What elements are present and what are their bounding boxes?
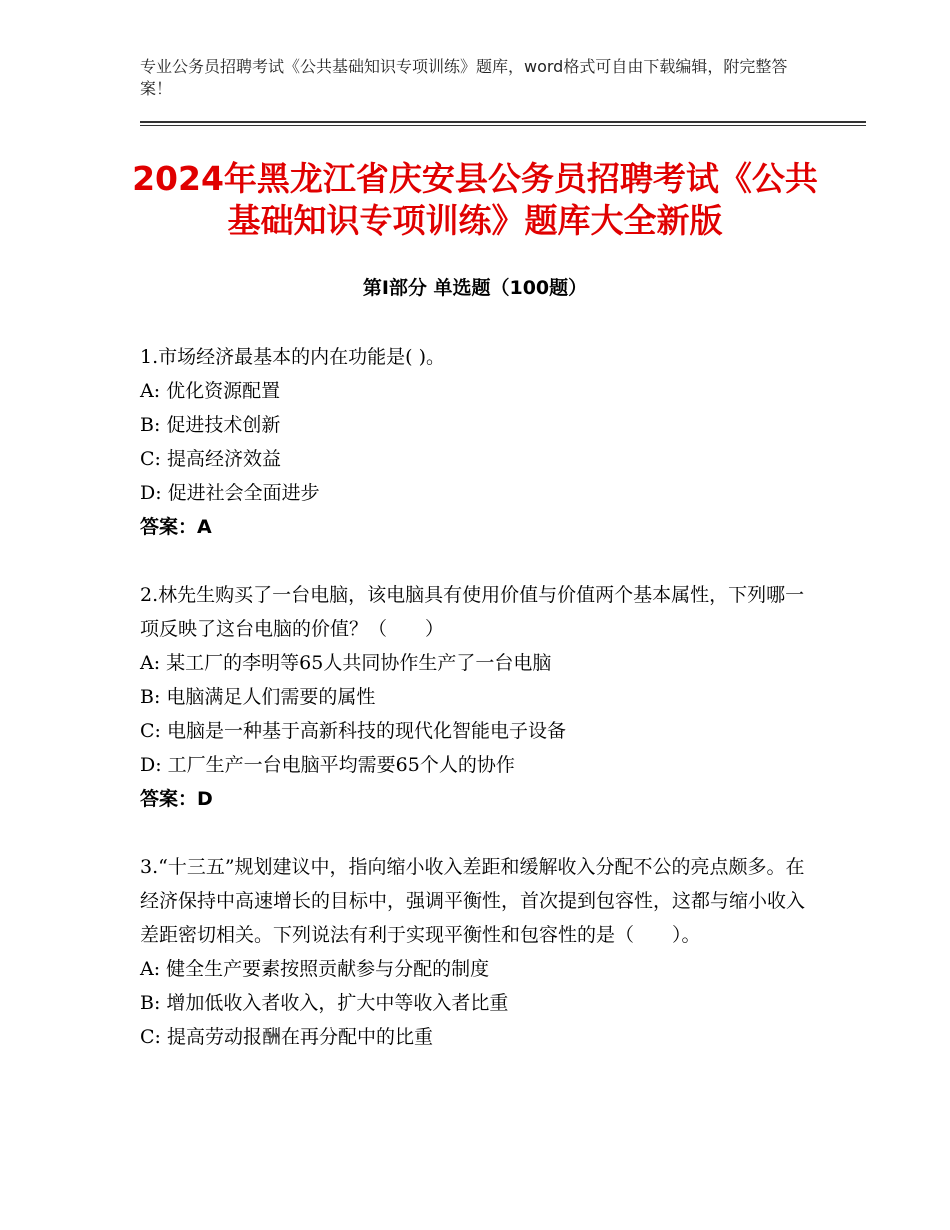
option-c: C: 提高经济效益 (140, 448, 281, 470)
option-c: C: 电脑是一种基于高新科技的现代化智能电子设备 (140, 720, 566, 742)
answer: 答案：D (140, 788, 213, 810)
question-2 (140, 578, 810, 816)
question-3 (140, 850, 810, 1054)
question-1 (140, 340, 810, 544)
document-title: 2024年黑龙江省庆安县公务员招聘考试《公共基础知识专项训练》题库大全新版 (132, 159, 818, 240)
option-a: A: 健全生产要素按照贡献参与分配的制度 (140, 958, 490, 980)
question-list (140, 340, 810, 1088)
option-c: C: 提高劳动报酬在再分配中的比重 (140, 1026, 433, 1048)
answer: 答案：A (140, 516, 212, 538)
option-a: A: 优化资源配置 (140, 380, 281, 402)
section-heading: 第I部分 单选题（100题） (362, 277, 588, 299)
header-note: 专业公务员招聘考试《公共基础知识专项训练》题库，word格式可自由下载编辑，附完整答案！ (140, 57, 788, 98)
option-d: D: 工厂生产一台电脑平均需要65个人的协作 (140, 754, 515, 776)
header-divider-thick (140, 121, 866, 123)
header-divider-thin (140, 125, 866, 126)
question-stem: 1.市场经济最基本的内在功能是( )。 (140, 346, 445, 368)
option-a: A: 某工厂的李明等65人共同协作生产了一台电脑 (140, 652, 552, 674)
question-stem: 3.“十三五”规划建议中，指向缩小收入差距和缓解收入分配不公的亮点颇多。在经济保持中高速增长的目标中，强调平衡性，首次提到包容性，这都与缩小收入差距密切相关。下列说法有利于实现平衡性和包容性的是（ ）。 (140, 856, 806, 946)
option-b: B: 促进技术创新 (140, 414, 281, 436)
question-stem: 2.林先生购买了一台电脑，该电脑具有使用价值与价值两个基本属性，下列哪一项反映了这台电脑的价值？（ ） (140, 584, 805, 640)
option-d: D: 促进社会全面进步 (140, 482, 320, 504)
option-b: B: 增加低收入者收入，扩大中等收入者比重 (140, 992, 509, 1014)
option-b: B: 电脑满足人们需要的属性 (140, 686, 376, 708)
